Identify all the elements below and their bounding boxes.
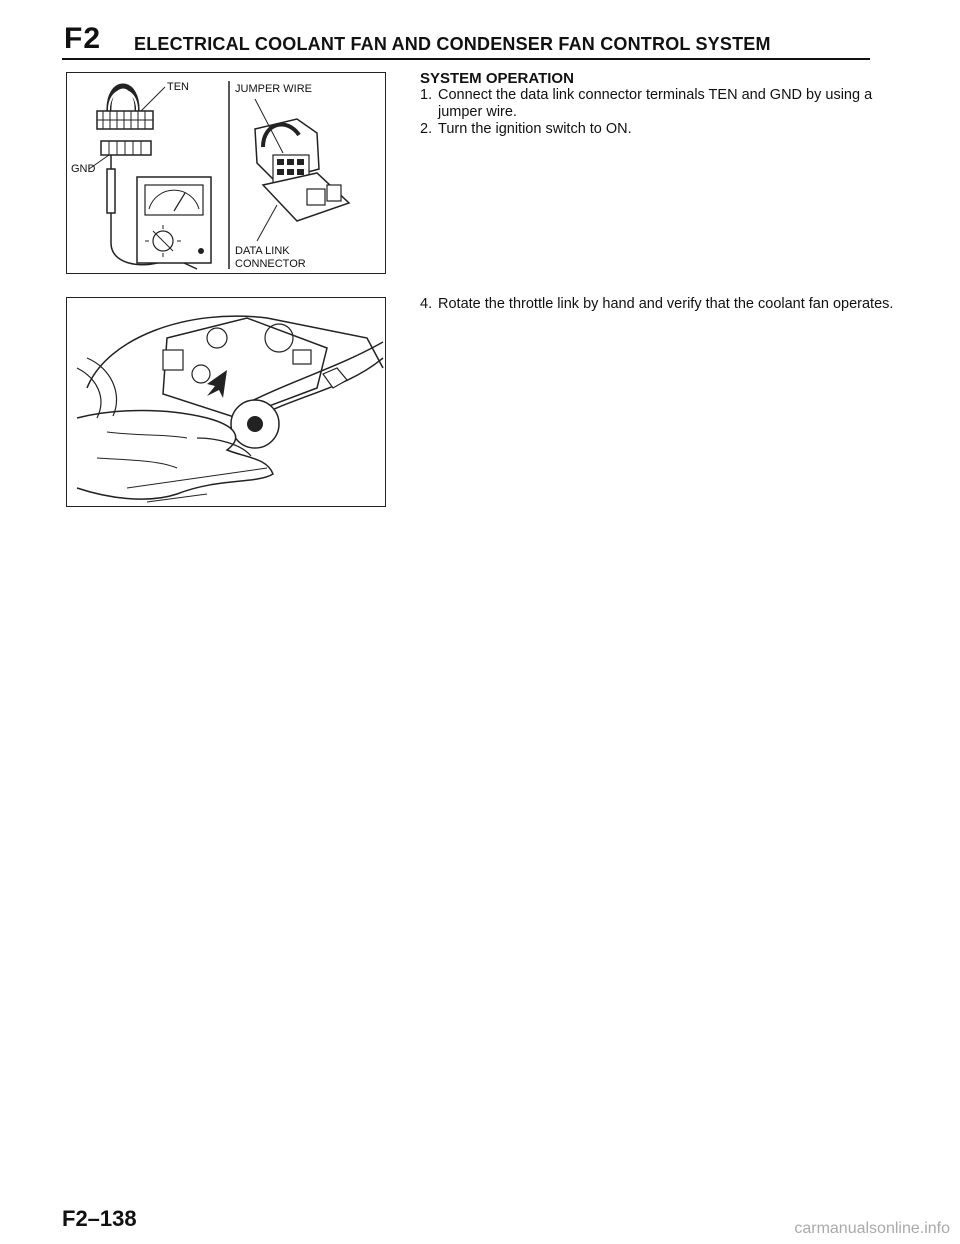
step-4 [420, 296, 898, 313]
throttle-link-illustration [67, 298, 385, 506]
jumper-wire-illustration [67, 73, 385, 273]
step-text: Rotate the throttle link by hand and verify that the coolant fan operates. [438, 296, 894, 312]
step-number: 4. [420, 296, 433, 312]
step-number: 2. [420, 121, 433, 137]
step-1 [420, 87, 880, 121]
step-text: Turn the ignition switch to ON. [438, 121, 632, 137]
watermark: carmanualsonline.info [794, 1220, 950, 1237]
step-number: 1. [420, 87, 433, 103]
label-connector: CONNECTOR [235, 258, 306, 270]
label-data-link: DATA LINK [235, 245, 290, 257]
figure-jumper-wire [66, 72, 386, 274]
procedure-heading: SYSTEM OPERATION [420, 70, 574, 87]
header-rule [62, 58, 870, 60]
label-jumper-wire: JUMPER WIRE [235, 83, 312, 95]
section-title: ELECTRICAL COOLANT FAN AND CONDENSER FAN CONTROL SYSTEM [134, 34, 771, 54]
procedure-text [420, 70, 880, 138]
step-text: Connect the data link connector terminals TEN and GND by using a jumper wire. [438, 87, 873, 120]
label-gnd: GND [71, 163, 96, 175]
section-code: F2 [64, 22, 102, 55]
page-number: F2–138 [62, 1206, 137, 1231]
step-2 [420, 121, 880, 138]
page-header [62, 22, 870, 60]
figure-throttle-link [66, 297, 386, 507]
label-ten: TEN [167, 81, 189, 93]
